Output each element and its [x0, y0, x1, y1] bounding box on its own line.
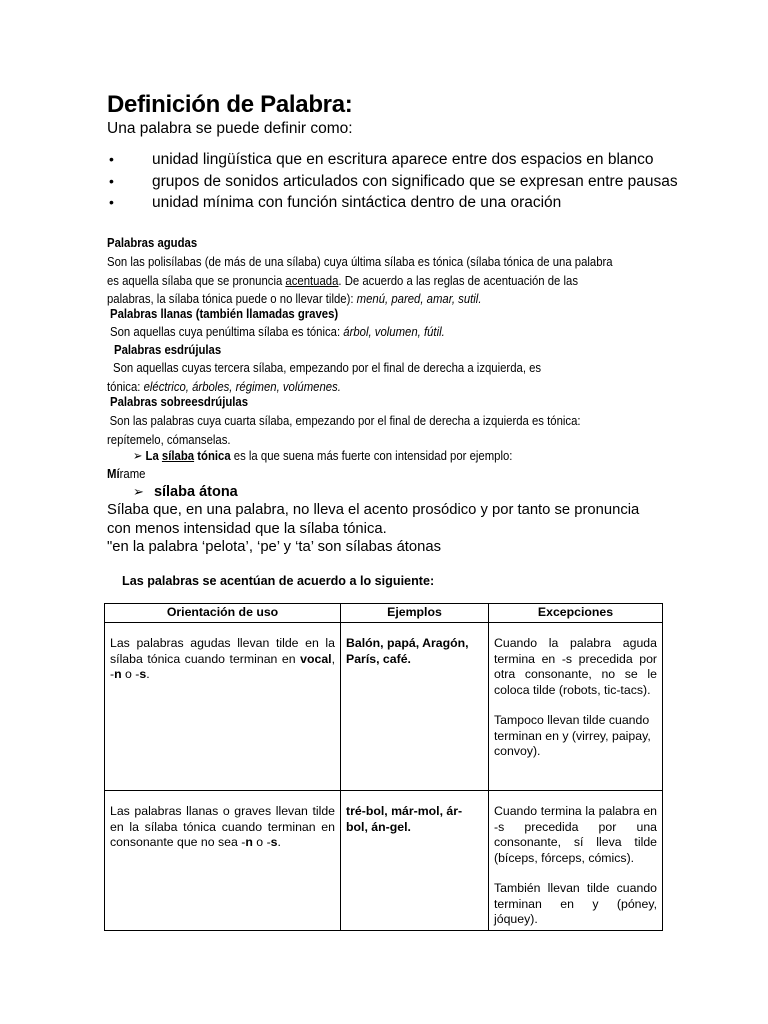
list-item: • unidad mínima con función sintáctica dentro de una oración [109, 194, 562, 211]
table-cell-use: Las palabras llanas o graves llevan tilde en la sílaba tónica cuando terminan en consonante que no sea -n o -s. [105, 791, 341, 931]
definition-list [107, 151, 678, 216]
table-cell-examples: tré-bol, már-mol, ár-bol, án-gel. [341, 791, 489, 931]
list-item: • grupos de sonidos articulados con significado que se expresan entre pausas [109, 172, 678, 190]
table-row [105, 791, 663, 931]
accent-rules-table [104, 603, 663, 931]
intro-text: Una palabra se puede definir como: [107, 120, 353, 137]
column-header: Orientación de uso [105, 604, 341, 623]
column-header: Excepciones [489, 604, 663, 623]
table-caption: Las palabras se acentúan de acuerdo a lo siguiente: [122, 574, 435, 588]
esdrujulas-paragraph: Son aquellas cuyas tercera sílaba, empezando por el final de derecha a izquierda, es tónica: eléctrico, árboles, régimen, volúmenes. [107, 360, 542, 394]
list-item: • unidad lingüística que en escritura aparece entre dos espacios en blanco [109, 151, 654, 168]
column-header: Ejemplos [341, 604, 489, 623]
table-header-row [105, 604, 663, 623]
bullet-icon: • [109, 194, 114, 210]
agudas-paragraph: Son las polisílabas (de más de una sílaba) cuya última sílaba es tónica (sílaba tónica de una palabra es aquella sílaba que se pronuncia acentuada. De acuerdo a las reglas de acentuación de las palabras, la sílaba tónica puede o no llevar tilde): menú, pared, amar, sutil. [107, 254, 613, 306]
page-title: Definición de Palabra: [107, 91, 353, 118]
agudas-heading: Palabras agudas [107, 235, 198, 250]
sobreesdrujulas-heading: Palabras sobreesdrújulas [110, 394, 249, 409]
bullet-icon: • [109, 151, 114, 167]
arrow-bullet-icon: ➢ [133, 484, 144, 499]
llanas-heading: Palabras llanas (también llamadas graves) [110, 306, 339, 321]
table-cell-exceptions: Cuando la palabra aguda termina en -s precedida por otra consonante, no se le coloca tilde (robots, tic-tacs). Tampoco llevan tilde cuando terminan en y (virrey, paipay, convoy). [489, 623, 663, 791]
table-cell-exceptions: Cuando termina la palabra en -s precedida por una consonante, sí lleva tilde (bíceps, fórceps, cómics). También llevan tilde cuando terminan en y (póney, jóquey). [489, 791, 663, 931]
atona-heading-line: ➢ sílaba átona [133, 484, 238, 500]
atona-paragraph: Sílaba que, en una palabra, no lleva el acento prosódico y por tanto se pronuncia con menos intensidad que la sílaba tónica. "en la palabra ‘pelota’, ‘pe’ y ‘ta’ son sílabas átonas [107, 502, 640, 555]
table-cell-examples: Balón, papá, Aragón, París, café. [341, 623, 489, 791]
tonica-line: ➢ La sílaba tónica es la que suena más fuerte con intensidad por ejemplo: [133, 448, 513, 463]
table-cell-use: Las palabras agudas llevan tilde en la sílaba tónica cuando terminan en vocal, -n o -s. [105, 623, 341, 791]
sobreesdrujulas-paragraph: Son las palabras cuya cuarta sílaba, empezando por el final de derecha a izquierda es tónica: repítemelo, cómanselas. [107, 413, 581, 447]
esdrujulas-heading: Palabras esdrújulas [114, 342, 222, 357]
llanas-paragraph: Son aquellas cuya penúltima sílaba es tónica: árbol, volumen, fútil. [110, 324, 445, 339]
table-row [105, 623, 663, 791]
tonica-example: Mírame [107, 466, 146, 481]
arrow-bullet-icon: ➢ [133, 448, 143, 463]
bullet-icon: • [109, 172, 114, 189]
